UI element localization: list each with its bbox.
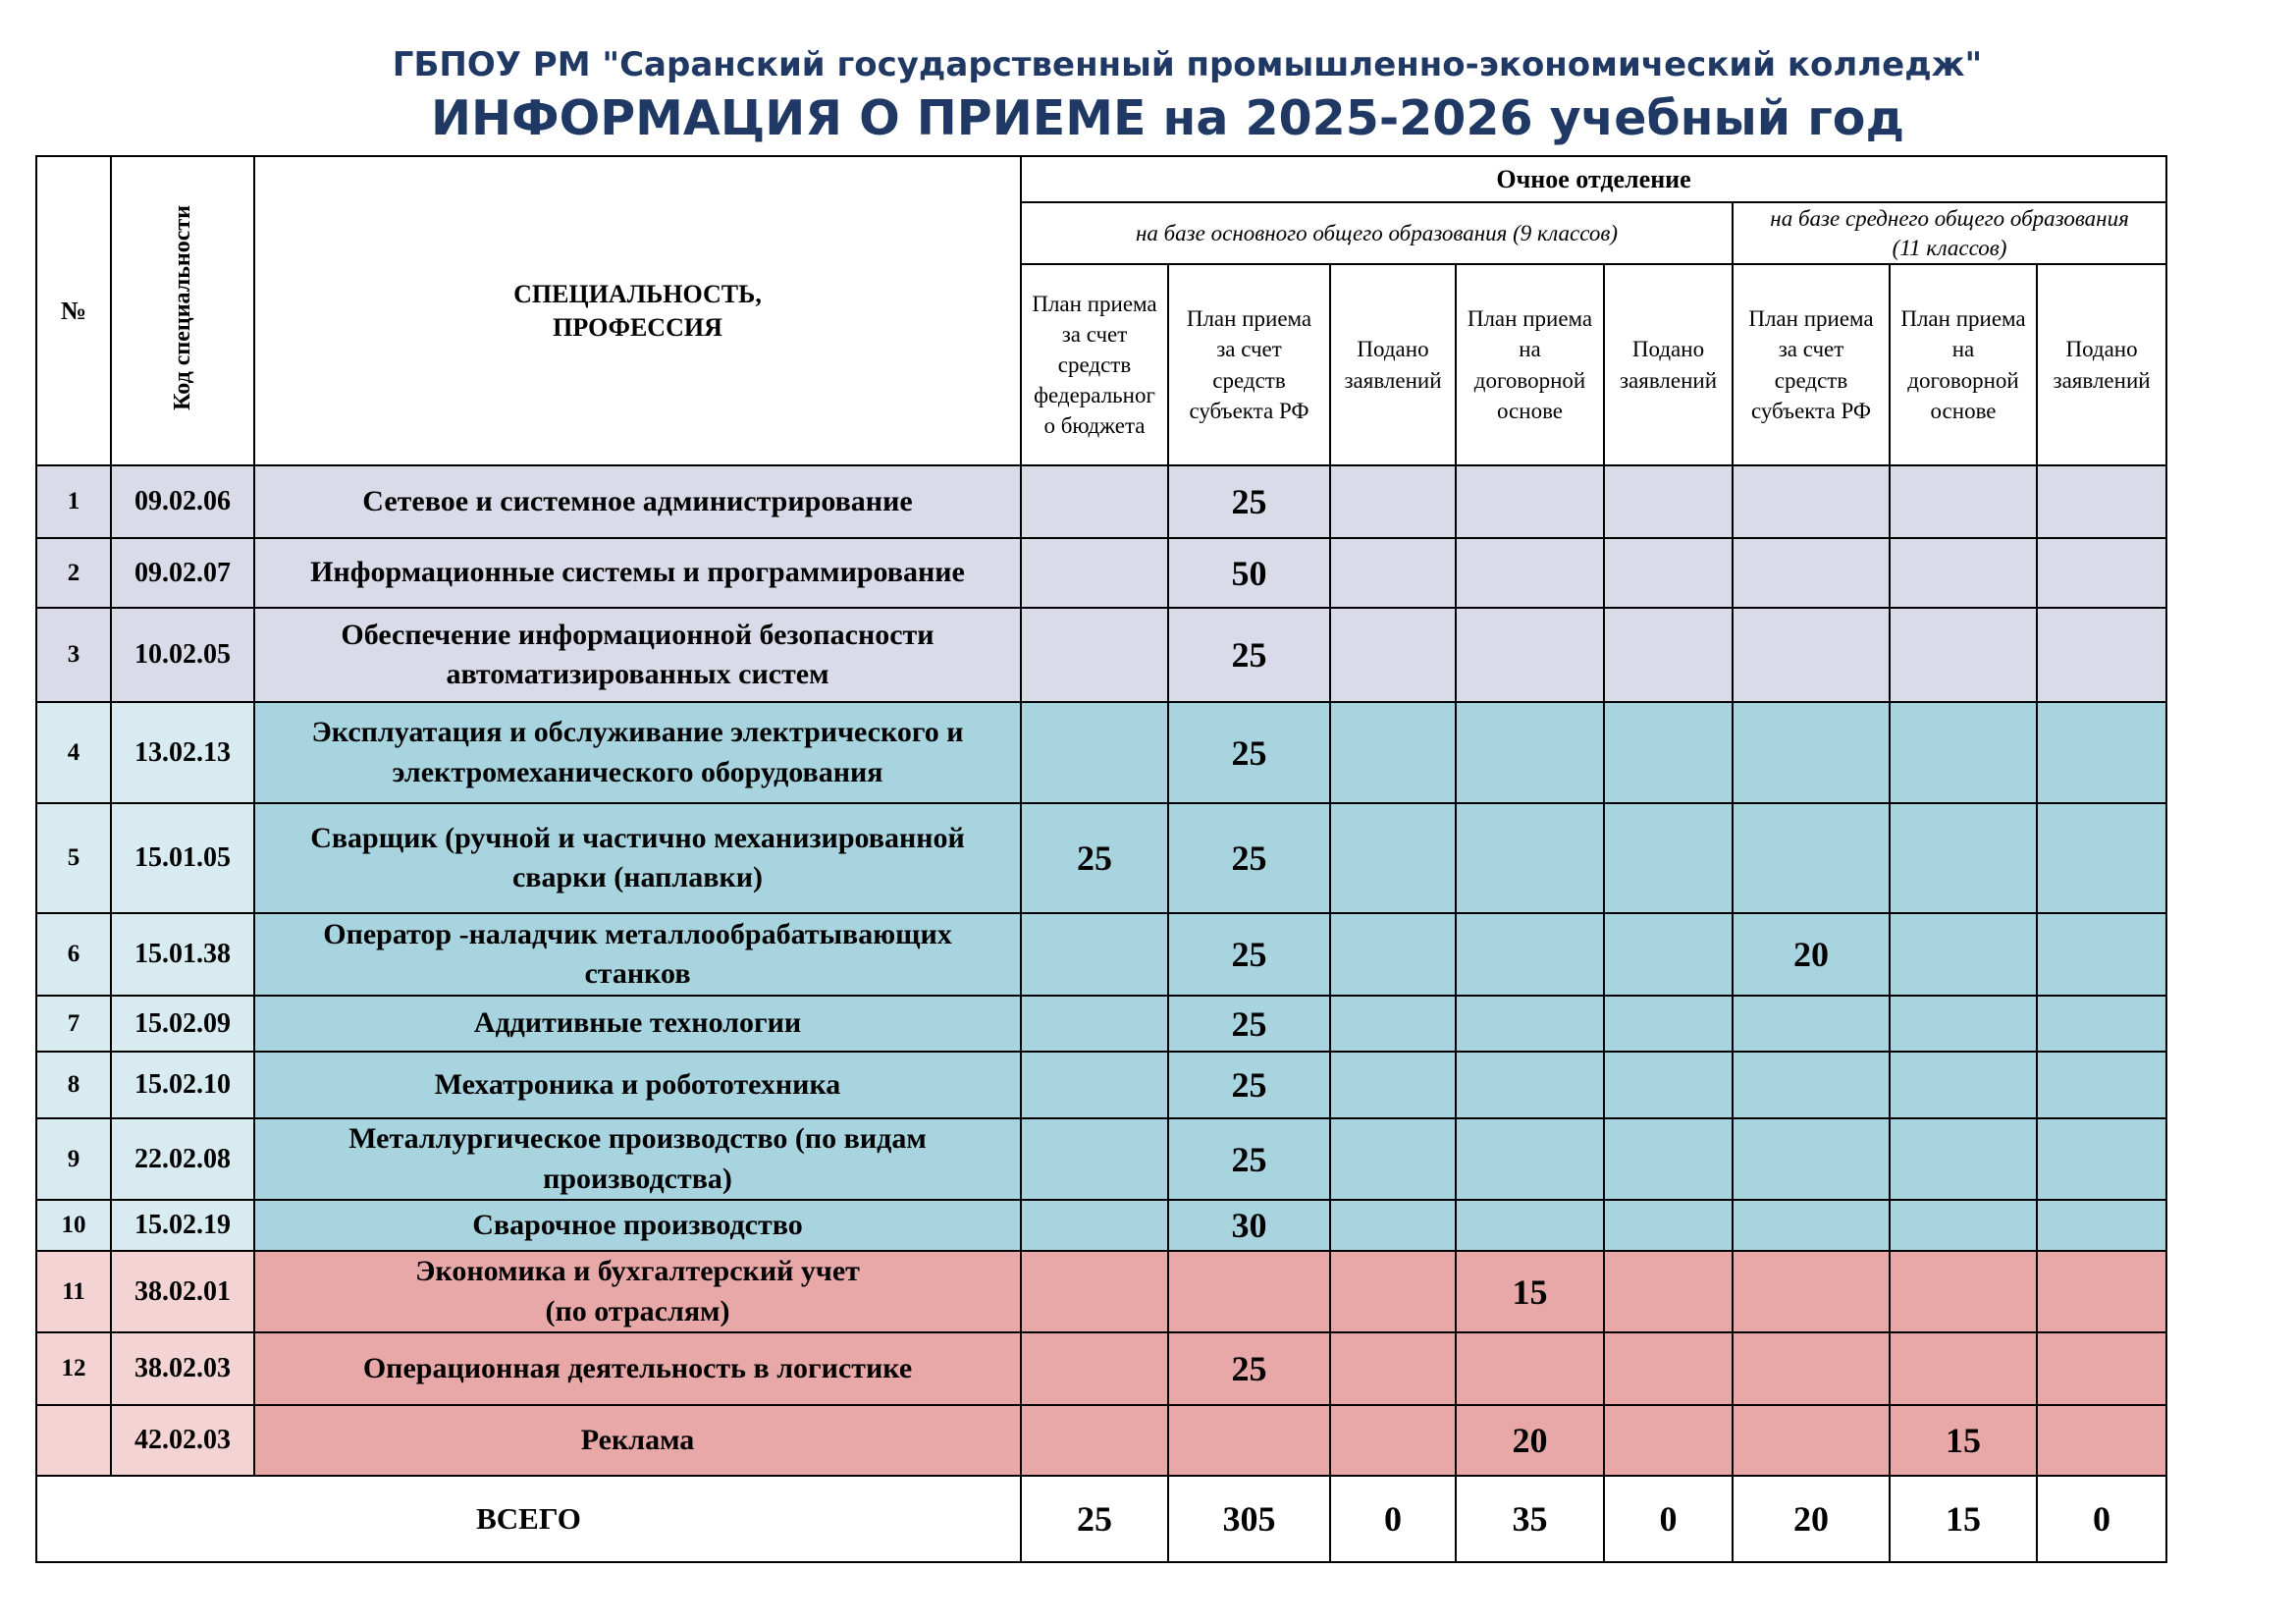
specialty-name-line: сварки (наплавки) [511,861,764,893]
row-number: 1 [36,465,111,538]
column-header-line: субъекта РФ [1189,398,1309,423]
plan-cell [1456,702,1604,803]
plan-cell [1456,608,1604,702]
specialty-code: 42.02.03 [111,1405,254,1476]
specialty-code: 15.02.10 [111,1052,254,1118]
row-number: 7 [36,996,111,1052]
row-number: 3 [36,608,111,702]
table-row [36,465,2166,538]
column-header-line: на [1519,337,1541,362]
plan-cell [1604,465,1733,538]
plan-cell [1021,1200,1168,1251]
plan-cell [1021,913,1168,996]
plan-cell [1890,608,2037,702]
row-number: 10 [36,1200,111,1251]
plan-cell [2037,1200,2166,1251]
specialty-name-line: Мехатроника и робототехника [434,1067,841,1101]
plan-cell [1604,1405,1733,1476]
plan-cell [1733,538,1890,608]
plan-cell [1021,1118,1168,1200]
plan-cell [1456,465,1604,538]
plan-cell [1604,1332,1733,1405]
specialty-name-line: (по отраслям) [545,1294,730,1327]
specialty-name-line: Эксплуатация и обслуживание электрического и [311,716,964,748]
total-cell: 25 [1021,1476,1168,1562]
specialty-code: 38.02.01 [111,1251,254,1332]
table-row [36,1200,2166,1251]
column-header-line: федеральног [1034,383,1155,408]
specialty-name [254,1332,1021,1405]
column-header-line: План приема [1032,291,1157,316]
plan-cell [1330,1405,1456,1476]
header-base-9: на базе основного общего образования (9 классов) [1021,202,1733,264]
plan-cell [1604,1052,1733,1118]
plan-cell [1330,913,1456,996]
total-cell: 0 [1604,1476,1733,1562]
plan-cell [1021,996,1168,1052]
plan-cell [1021,608,1168,702]
column-header-line: договорной [1473,367,1586,393]
specialty-name [254,1405,1021,1476]
plan-cell [1456,803,1604,913]
plan-cell: 25 [1168,1118,1330,1200]
plan-cell [1330,465,1456,538]
plan-cell [2037,1332,2166,1405]
table-row [36,1332,2166,1405]
specialty-name [254,1052,1021,1118]
header-code [111,156,254,465]
plan-cell [1456,538,1604,608]
plan-cell [1733,608,1890,702]
plan-cell [2037,803,2166,913]
total-cell: 0 [1330,1476,1456,1562]
column-header-line: План приема [1900,306,2026,332]
plan-cell [1330,608,1456,702]
specialty-name-line: автоматизированных систем [446,658,829,690]
row-number: 2 [36,538,111,608]
plan-cell [1021,1052,1168,1118]
plan-cell: 25 [1168,608,1330,702]
plan-cell: 50 [1168,538,1330,608]
plan-cell [2037,702,2166,803]
plan-cell [2037,465,2166,538]
plan-cell: 20 [1733,913,1890,996]
specialty-name [254,1251,1021,1332]
page-title: ИНФОРМАЦИЯ О ПРИЕМЕ на 2025-2026 учебный год [430,90,1905,146]
plan-cell [1604,803,1733,913]
plan-cell [1456,1200,1604,1251]
plan-cell: 15 [1890,1405,2037,1476]
plan-cell [1890,1251,2037,1332]
column-header [1168,264,1330,465]
table-row [36,1118,2166,1200]
plan-cell: 15 [1456,1251,1604,1332]
table-row [36,803,2166,913]
plan-cell [1021,1332,1168,1405]
plan-cell [1890,538,2037,608]
table-row [36,1405,2166,1476]
plan-cell [2037,1118,2166,1200]
column-header-line: основе [1496,398,1564,423]
specialty-code: 22.02.08 [111,1118,254,1200]
specialty-name-line: Обеспечение информационной безопасности [341,618,934,651]
plan-cell [1890,1052,2037,1118]
row-number: 5 [36,803,111,913]
column-header [1021,264,1168,465]
plan-cell [2037,1405,2166,1476]
plan-cell [1890,1200,2037,1251]
column-header-line: о бюджета [1043,413,1146,439]
plan-cell [1168,1405,1330,1476]
plan-cell: 25 [1168,803,1330,913]
plan-cell [2037,1251,2166,1332]
plan-cell [1456,913,1604,996]
plan-cell [1330,1118,1456,1200]
plan-cell [1330,1200,1456,1251]
total-cell: 0 [2037,1476,2166,1562]
specialty-code: 15.01.38 [111,913,254,996]
plan-cell [1456,1332,1604,1405]
plan-cell: 25 [1168,702,1330,803]
table-row [36,913,2166,996]
row-number: 9 [36,1118,111,1200]
specialty-name [254,913,1021,996]
specialty-name-line: станков [584,957,691,990]
plan-cell [1330,996,1456,1052]
plan-cell: 30 [1168,1200,1330,1251]
column-header-line: План приема [1748,306,1874,332]
specialty-name-line: Оператор -наладчик металлообрабатывающих [323,917,952,950]
row-number: 8 [36,1052,111,1118]
table-row [36,1052,2166,1118]
specialty-name-line: Экономика и бухгалтерский учет [415,1255,860,1287]
row-number: 12 [36,1332,111,1405]
plan-cell [1733,996,1890,1052]
specialty-name [254,538,1021,608]
total-cell: 305 [1168,1476,1330,1562]
plan-cell [1021,1405,1168,1476]
specialty-name-line: Металлургическое производство (по видам [348,1122,927,1155]
header-specialty [254,156,1021,465]
header-code-text: Код специальности [169,204,195,410]
plan-cell [1456,996,1604,1052]
header-department: Очное отделение [1021,156,2166,202]
plan-cell [1021,538,1168,608]
plan-cell: 25 [1168,1052,1330,1118]
table-row [36,702,2166,803]
column-header-line: основе [1930,398,1997,423]
plan-cell [1890,1332,2037,1405]
column-header [1456,264,1604,465]
plan-cell [1168,1251,1330,1332]
column-header-line: за счет [1778,337,1844,362]
plan-cell [2037,608,2166,702]
column-header-line: на [1951,337,1975,362]
specialty-name [254,1118,1021,1200]
plan-cell [1330,1251,1456,1332]
column-header-line: Подано [1631,337,1705,362]
plan-cell [1890,803,2037,913]
plan-cell: 20 [1456,1405,1604,1476]
specialty-code: 10.02.05 [111,608,254,702]
specialty-code: 13.02.13 [111,702,254,803]
plan-cell [1604,1118,1733,1200]
plan-cell [1733,1332,1890,1405]
plan-cell [1733,1118,1890,1200]
total-cell: 15 [1890,1476,2037,1562]
plan-cell [1890,913,2037,996]
plan-cell [1456,1118,1604,1200]
plan-cell [1890,465,2037,538]
row-number: 4 [36,702,111,803]
plan-cell [1604,913,1733,996]
plan-cell [1733,465,1890,538]
institution-name: ГБПОУ РМ "Саранский государственный промышленно-экономический колледж" [392,45,1983,84]
specialty-name-line: Информационные системы и программирование [310,556,965,589]
specialty-code: 15.01.05 [111,803,254,913]
column-header-line: средств [1212,367,1286,393]
table-row [36,1251,2166,1332]
plan-cell [1890,996,2037,1052]
specialty-name-line: Аддитивные технологии [473,1006,802,1040]
header-base-11 [1733,202,2166,264]
plan-cell [2037,1052,2166,1118]
plan-cell [1604,608,1733,702]
plan-cell [2037,913,2166,996]
specialty-code: 09.02.07 [111,538,254,608]
specialty-name-line: Реклама [580,1423,695,1456]
plan-cell: 25 [1168,465,1330,538]
plan-cell: 25 [1168,996,1330,1052]
total-cell: 20 [1733,1476,1890,1562]
plan-cell [1890,1118,2037,1200]
column-header-line: договорной [1907,367,2019,393]
row-number: 6 [36,913,111,996]
plan-cell [2037,996,2166,1052]
plan-cell: 25 [1168,913,1330,996]
total-cell: 35 [1456,1476,1604,1562]
plan-cell [1604,1200,1733,1251]
plan-cell [1604,702,1733,803]
column-header-line: Подано [2065,337,2138,362]
column-header-line: План приема [1186,306,1312,332]
header-specialty-line1: СПЕЦИАЛЬНОСТЬ, [513,279,762,308]
plan-cell [1890,702,2037,803]
column-header-line: заявлений [2053,367,2151,393]
plan-cell [1330,702,1456,803]
column-header-line: заявлений [1344,367,1442,393]
plan-cell [1604,1251,1733,1332]
column-header-line: заявлений [1619,367,1718,393]
column-header [1890,264,2037,465]
column-header [1604,264,1733,465]
specialty-name-line: Сварщик (ручной и частично механизированной [310,821,965,854]
plan-cell: 25 [1168,1332,1330,1405]
plan-cell [1330,538,1456,608]
column-header-line: средств [1774,367,1848,393]
plan-cell [1330,1332,1456,1405]
column-header-line: за счет [1061,321,1128,347]
column-header [2037,264,2166,465]
row-number [36,1405,111,1476]
totals-label: ВСЕГО [36,1476,1021,1562]
specialty-name [254,465,1021,538]
plan-cell [1733,702,1890,803]
plan-cell [1733,1251,1890,1332]
header-base-11-line2: (11 классов) [1892,235,2007,260]
plan-cell [1021,1251,1168,1332]
plan-cell [1733,803,1890,913]
specialty-name-line: электромеханического оборудования [392,755,883,788]
column-header [1330,264,1456,465]
plan-cell [1604,996,1733,1052]
column-header-line: Подано [1357,337,1429,362]
specialty-code: 15.02.09 [111,996,254,1052]
column-header-line: за счет [1216,337,1282,362]
column-header [1733,264,1890,465]
table-row [36,538,2166,608]
specialty-name [254,996,1021,1052]
admission-table [35,155,2167,1563]
table-row [36,608,2166,702]
plan-cell: 25 [1021,803,1168,913]
totals-row [36,1476,2166,1562]
plan-cell [1330,1052,1456,1118]
column-header-line: План приема [1467,306,1593,332]
specialty-code: 38.02.03 [111,1332,254,1405]
specialty-name [254,608,1021,702]
specialty-name-line: Сетевое и системное администрирование [362,484,913,517]
specialty-name [254,1200,1021,1251]
header-number: № [36,156,111,465]
row-number: 11 [36,1251,111,1332]
specialty-name [254,803,1021,913]
plan-cell [2037,538,2166,608]
plan-cell [1733,1200,1890,1251]
specialty-name-line: Операционная деятельность в логистике [362,1351,913,1384]
plan-cell [1021,465,1168,538]
specialty-name-line: производства) [543,1162,732,1195]
specialty-name-line: Сварочное производство [472,1208,803,1241]
plan-cell [1330,803,1456,913]
specialty-code: 09.02.06 [111,465,254,538]
plan-cell [1733,1052,1890,1118]
table-row [36,996,2166,1052]
plan-cell [1456,1052,1604,1118]
specialty-name [254,702,1021,803]
plan-cell [1021,702,1168,803]
column-header-line: средств [1057,352,1132,377]
plan-cell [1733,1405,1890,1476]
header-base-11-line1: на базе среднего общего образования [1770,205,2129,231]
column-header-line: субъекта РФ [1750,398,1872,423]
plan-cell [1604,538,1733,608]
specialty-code: 15.02.19 [111,1200,254,1251]
header-specialty-line2: ПРОФЕССИЯ [553,312,722,342]
